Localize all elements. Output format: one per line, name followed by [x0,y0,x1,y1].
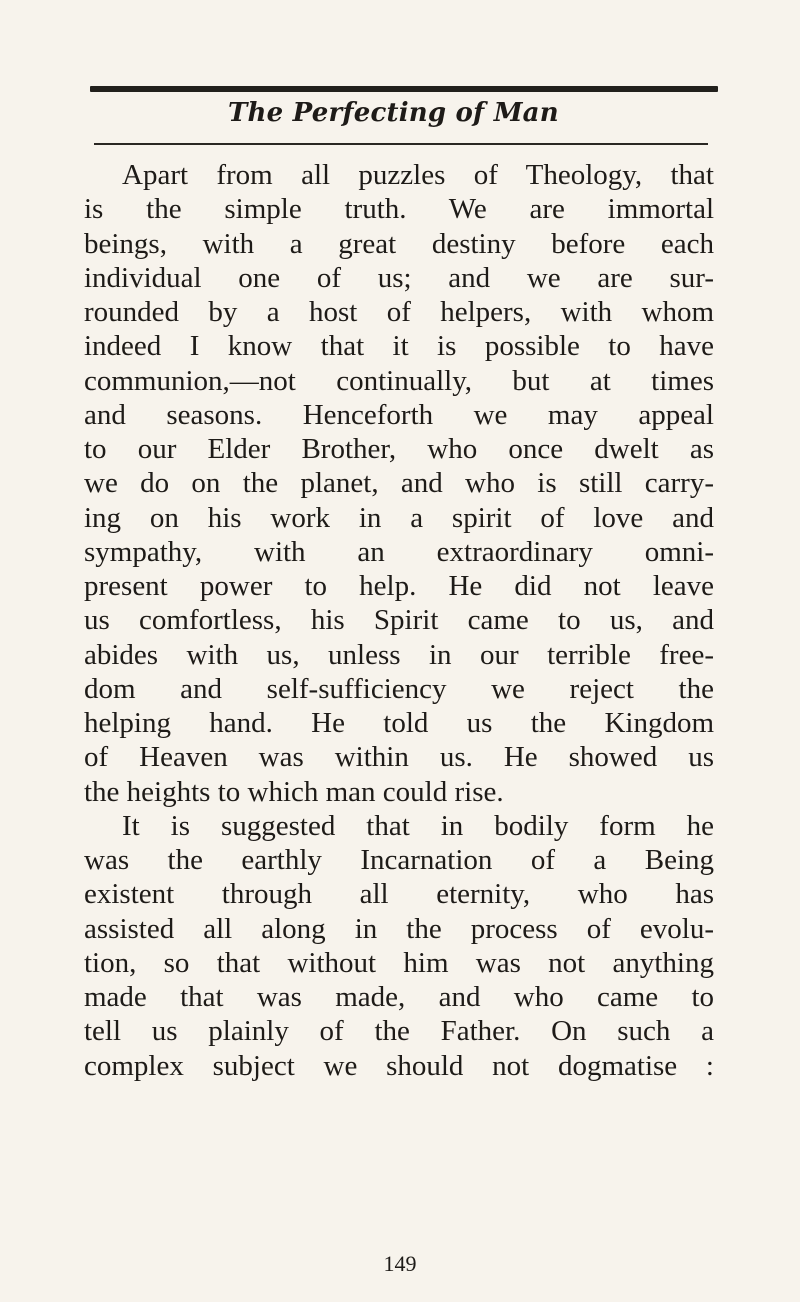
text-line: individual one of us; and we are sur- [84,261,714,294]
text-line: beings, with a great destiny before each [84,227,714,260]
page-number: 149 [383,1251,417,1276]
text-line: Apart from all puzzles of Theology, that [122,159,714,191]
header-rule-top [90,86,718,92]
text-line: us comfortless, his Spirit came to us, and [84,604,714,637]
text-line: indeed I know that it is possible to have [84,330,714,363]
text-line: ing on his work in a spirit of love and [84,501,714,534]
text-line: tion, so that without him was not anything [84,946,714,979]
text-line: present power to help. He did not leave [84,570,714,602]
text-line: made that was made, and who came to [84,981,714,1013]
text-line: tell us plainly of the Father. On such a [84,1015,714,1048]
text-line: complex subject we should not dogmatise : [84,1049,714,1082]
text-line: communion,—not continually, but at times [84,364,714,397]
text-line: the heights to which man could rise. [84,775,504,808]
text-line: of Heaven was within us. He showed us [84,741,714,774]
text-line: we do on the planet, and who is still carry- [84,467,714,500]
text-line: assisted all along in the process of evolu- [84,912,714,945]
text-line: sympathy, with an extraordinary omni- [84,535,714,568]
text-line: helping hand. He told us the Kingdom [84,707,714,739]
text-line: to our Elder Brother, who once dwelt as [84,433,714,465]
text-line: rounded by a host of helpers, with whom [84,296,714,328]
text-line: It is suggested that in bodily form he [122,809,714,842]
text-line: abides with us, unless in our terrible free- [84,638,714,671]
text-line: dom and self-sufficiency we reject the [84,672,714,705]
text-line: was the earthly Incarnation of a Being [84,844,714,876]
header-rule-bottom [94,143,708,145]
running-head: The Perfecting of Man [228,98,559,128]
text-line: is the simple truth. We are immortal [84,193,714,226]
body-text [84,158,714,1083]
text-line: existent through all eternity, who has [84,878,714,911]
text-line: and seasons. Henceforth we may appeal [84,398,714,431]
